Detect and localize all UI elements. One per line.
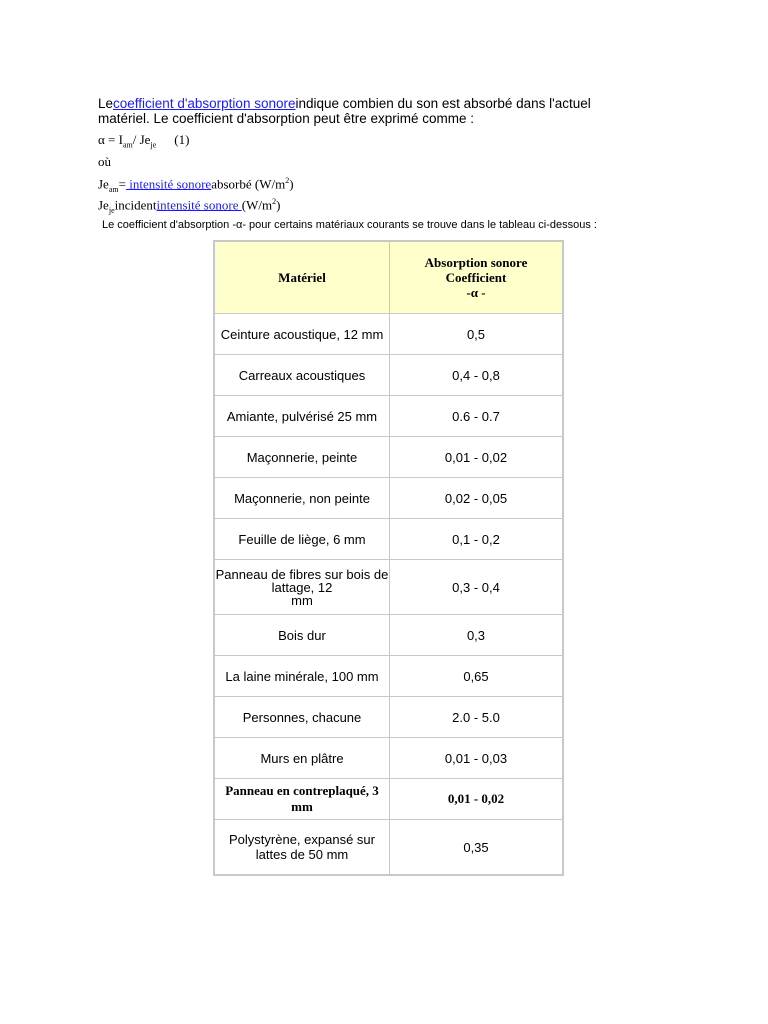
intro-text: indique combien du son est absorbé dans l'actuel matériel. Le coefficient d'absorption peut être exprimé comme : bbox=[98, 96, 591, 126]
formula-alpha: α = I bbox=[98, 132, 123, 147]
coef-cell: 0,01 - 0,03 bbox=[390, 738, 564, 779]
table-row bbox=[214, 314, 563, 355]
coef-cell: 0,5 bbox=[390, 314, 564, 355]
material-line2: lattes de 50 mm bbox=[255, 847, 349, 862]
coef-cell: 0,01 - 0,02 bbox=[390, 779, 564, 820]
header-material: Matériel bbox=[214, 241, 390, 314]
material-cell: Carreaux acoustiques bbox=[214, 355, 390, 396]
absorption-coefficient-link[interactable]: coefficient d'absorption sonore bbox=[113, 96, 296, 111]
definition-incident bbox=[98, 197, 280, 215]
def2-text: incident bbox=[114, 197, 157, 213]
def1-sub: am bbox=[108, 184, 119, 194]
coef-cell: 0,65 bbox=[390, 656, 564, 697]
def1-close: ) bbox=[289, 176, 294, 192]
table-row bbox=[214, 615, 563, 656]
def2-sup: 2 bbox=[272, 197, 277, 206]
material-cell: Personnes, chacune bbox=[214, 697, 390, 738]
table-row bbox=[214, 697, 563, 738]
def2-symbol: Je bbox=[98, 197, 109, 213]
table-row bbox=[214, 560, 563, 615]
table-row bbox=[214, 656, 563, 697]
def1-sup: 2 bbox=[285, 176, 290, 185]
coef-cell: 0,01 - 0,02 bbox=[390, 437, 564, 478]
material-cell: Feuille de liège, 6 mm bbox=[214, 519, 390, 560]
def2-close: ) bbox=[276, 197, 281, 213]
table-row bbox=[214, 519, 563, 560]
material-cell: Panneau en contreplaqué, 3 mm bbox=[214, 779, 390, 820]
table-caption: Le coefficient d'absorption -α- pour certains matériaux courants se trouve dans le tableau ci-dessous : bbox=[102, 219, 597, 231]
material-line2: mm bbox=[291, 592, 313, 608]
material-cell: Ceinture acoustique, 12 mm bbox=[214, 314, 390, 355]
formula-line bbox=[98, 132, 189, 150]
coef-cell: 2.0 - 5.0 bbox=[390, 697, 564, 738]
intro-prefix: Le bbox=[98, 96, 114, 111]
coef-cell: 0,1 - 0,2 bbox=[390, 519, 564, 560]
def1-text: absorbé (W/m bbox=[211, 176, 286, 192]
coef-cell: 0,3 - 0,4 bbox=[390, 560, 564, 615]
material-cell bbox=[214, 820, 390, 876]
material-cell: Murs en plâtre bbox=[214, 738, 390, 779]
coef-cell: 0.6 - 0.7 bbox=[390, 396, 564, 437]
table-row bbox=[214, 820, 563, 876]
table-row bbox=[214, 355, 563, 396]
coef-cell: 0,02 - 0,05 bbox=[390, 478, 564, 519]
formula-sub-je: je bbox=[150, 140, 157, 150]
sound-intensity-link-2[interactable]: intensité sonore bbox=[156, 197, 242, 213]
material-line1: Polystyrène, expansé sur bbox=[229, 832, 375, 847]
header-coefficient bbox=[390, 241, 564, 314]
equation-number: (1) bbox=[174, 132, 190, 147]
sound-intensity-link-1[interactable]: intensité sonore bbox=[125, 176, 212, 192]
material-cell: La laine minérale, 100 mm bbox=[214, 656, 390, 697]
def1-equals: = bbox=[118, 176, 126, 192]
material-cell: Maçonnerie, non peinte bbox=[214, 478, 390, 519]
material-cell: Maçonnerie, peinte bbox=[214, 437, 390, 478]
formula-sub-am: am bbox=[122, 140, 133, 150]
header-coef-line2: Coefficient bbox=[445, 270, 507, 285]
material-cell bbox=[214, 560, 390, 615]
coef-cell: 0,3 bbox=[390, 615, 564, 656]
definition-absorbed bbox=[98, 176, 294, 194]
table-row bbox=[214, 478, 563, 519]
ou-label: où bbox=[98, 154, 111, 169]
def1-symbol: Je bbox=[98, 176, 109, 192]
header-coef-line3: -α - bbox=[466, 285, 486, 300]
material-line1: Panneau de fibres sur bois de lattage, 12 bbox=[215, 566, 389, 595]
absorption-table bbox=[213, 240, 564, 876]
table-header-row bbox=[214, 241, 563, 314]
intro-paragraph bbox=[98, 96, 618, 126]
coef-cell: 0,4 - 0,8 bbox=[390, 355, 564, 396]
material-cell: Bois dur bbox=[214, 615, 390, 656]
def2-unit: (W/m bbox=[241, 197, 273, 213]
table-row bbox=[214, 437, 563, 478]
table-row bbox=[214, 738, 563, 779]
def2-sub: je bbox=[108, 205, 115, 215]
table-row bbox=[214, 396, 563, 437]
coef-cell: 0,35 bbox=[390, 820, 564, 876]
header-coef-line1: Absorption sonore bbox=[424, 255, 528, 270]
formula-denominator: / Je bbox=[132, 132, 151, 147]
material-cell: Amiante, pulvérisé 25 mm bbox=[214, 396, 390, 437]
table-row bbox=[214, 779, 563, 820]
